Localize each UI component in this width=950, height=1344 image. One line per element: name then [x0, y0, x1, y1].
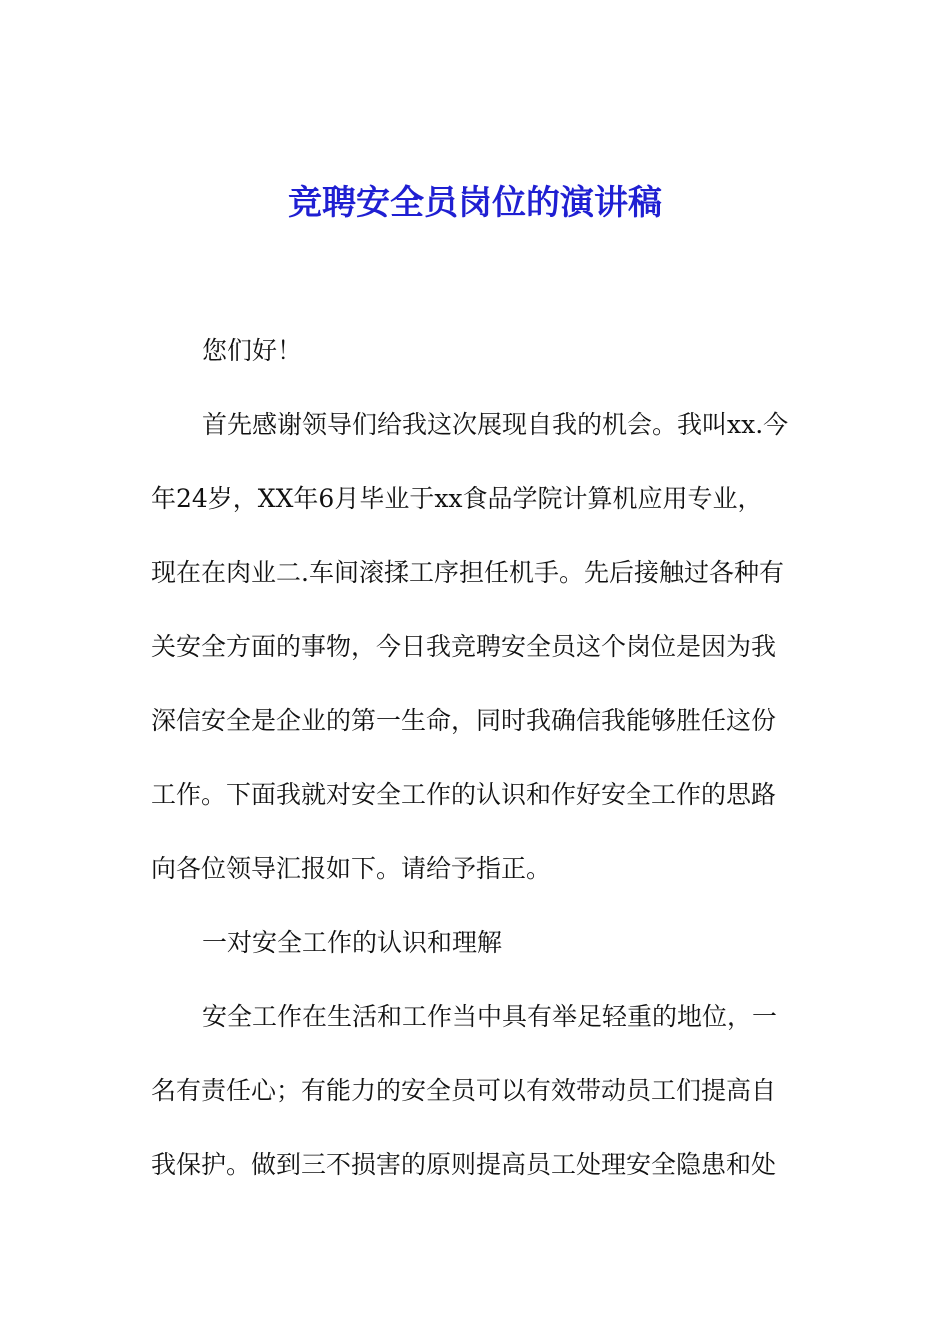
body-line: 现在在肉业二.车间滚揉工序担任机手。先后接触过各种有 [151, 558, 784, 587]
body-line: 名有责任心；有能力的安全员可以有效带动员工们提高自 [151, 1076, 777, 1105]
body-line: 关安全方面的事物，今日我竞聘安全员这个岗位是因为我 [151, 632, 777, 661]
body-line: 年24岁，XX年6月毕业于xx食品学院计算机应用专业， [151, 484, 763, 513]
body-line: 安全工作在生活和工作当中具有举足轻重的地位，一 [202, 1002, 778, 1031]
body-line-greeting: 您们好！ [202, 336, 303, 365]
body-line: 向各位领导汇报如下。请给予指正。 [151, 854, 552, 883]
body-line: 我保护。做到三不损害的原则提高员工处理安全隐患和处 [151, 1150, 777, 1179]
document-title: 竞聘安全员岗位的演讲稿 [288, 183, 662, 223]
body-line: 工作。下面我就对安全工作的认识和作好安全工作的思路 [151, 780, 777, 809]
section-heading: 一对安全工作的认识和理解 [202, 928, 503, 957]
body-line: 首先感谢领导们给我这次展现自我的机会。我叫xx.今 [202, 410, 789, 439]
document-body [151, 326, 811, 1214]
body-line: 深信安全是企业的第一生命，同时我确信我能够胜任这份 [151, 706, 777, 735]
